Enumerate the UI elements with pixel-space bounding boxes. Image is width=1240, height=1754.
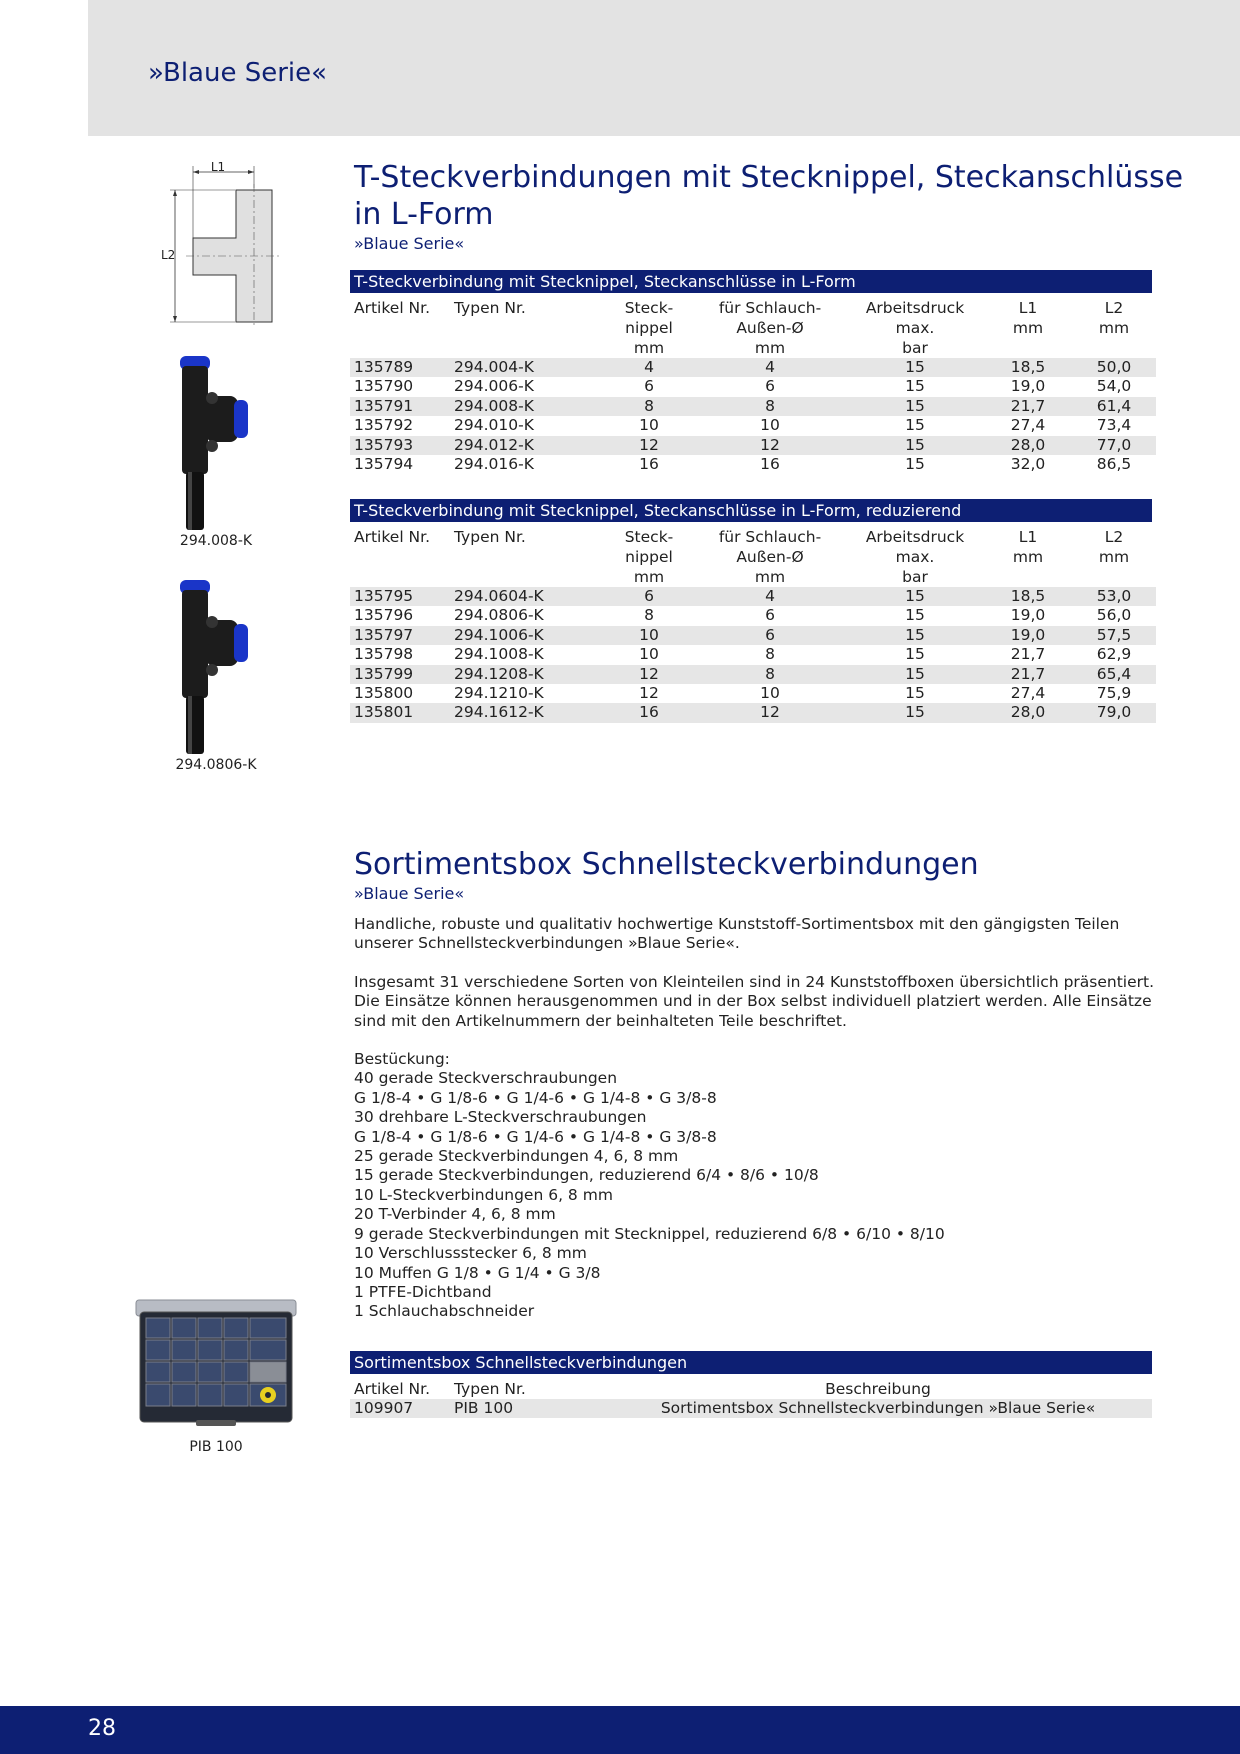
bestueckung-item: 9 gerade Steckverbindungen mit Stecknippel, reduzierend 6/8 • 6/10 • 8/10 <box>354 1224 945 1243</box>
table-cell: 294.008-K <box>454 397 604 416</box>
table-cell: 32,0 <box>984 455 1072 474</box>
table-row <box>350 1399 1152 1418</box>
bestueckung-item: G 1/8-4 • G 1/8-6 • G 1/4-6 • G 1/4-8 • G 3/8-8 <box>354 1088 717 1107</box>
bestueckung-item: 1 PTFE-Dichtband <box>354 1282 492 1301</box>
table-cell: 18,5 <box>984 358 1072 377</box>
caption-product2: 294.0806-K <box>175 757 257 773</box>
table-cell: 61,4 <box>1072 397 1156 416</box>
table-row <box>350 358 1156 377</box>
bestueckung-item: 40 gerade Steckverschraubungen <box>354 1069 618 1088</box>
table-cell: 8 <box>694 645 846 664</box>
table-cell: 4 <box>694 587 846 606</box>
col-artikel: Artikel Nr. <box>354 299 431 317</box>
table1-body <box>350 358 1156 474</box>
table1-title: T-Steckverbindung mit Stecknippel, Steckanschlüsse in L-Form <box>350 270 1152 293</box>
table1 <box>350 270 1152 474</box>
table-cell: 294.012-K <box>454 436 604 455</box>
table-cell: 18,5 <box>984 587 1072 606</box>
table-row <box>350 606 1156 625</box>
table-cell: 135801 <box>350 703 454 722</box>
col-druck: Arbeitsdruck max. bar <box>865 528 965 586</box>
table-row <box>350 626 1156 645</box>
table-cell: 86,5 <box>1072 455 1156 474</box>
table-cell: 50,0 <box>1072 358 1156 377</box>
table-cell: 73,4 <box>1072 416 1156 435</box>
table-cell: 10 <box>604 626 694 645</box>
col-l2: L2 mm <box>1098 299 1130 337</box>
bestueckung-item: 1 Schlauchabschneider <box>354 1302 535 1321</box>
table-cell: 135797 <box>350 626 454 645</box>
bestueckung-item: 10 Muffen G 1/8 • G 1/4 • G 3/8 <box>354 1263 601 1282</box>
col-typen: Typen Nr. <box>454 528 526 546</box>
section1-title <box>354 159 1183 233</box>
table-cell: 12 <box>694 436 846 455</box>
col-steck: Steck- nippel mm <box>624 528 674 586</box>
table-cell: PIB 100 <box>454 1399 604 1418</box>
table-row <box>350 397 1156 416</box>
table-row <box>350 665 1156 684</box>
col-typen: Typen Nr. <box>454 1380 526 1398</box>
table-row <box>350 416 1156 435</box>
table-cell: 135793 <box>350 436 454 455</box>
table-cell: 12 <box>604 665 694 684</box>
table-row <box>350 645 1156 664</box>
bestueckung-item: 30 drehbare L-Steckverschraubungen <box>354 1108 647 1127</box>
table-cell: 16 <box>694 455 846 474</box>
table-cell: 12 <box>694 703 846 722</box>
table-cell: 15 <box>846 436 984 455</box>
table-cell: 294.004-K <box>454 358 604 377</box>
caption-product1: 294.008-K <box>179 533 253 549</box>
table-cell: 21,7 <box>984 645 1072 664</box>
table-cell: 19,0 <box>984 606 1072 625</box>
bestueckung-item: 15 gerade Steckverbindungen, reduzierend 6/4 • 8/6 • 10/8 <box>354 1166 819 1185</box>
section2-subtitle: »Blaue Serie« <box>354 884 465 903</box>
table-row <box>350 703 1156 722</box>
table-cell: 8 <box>694 397 846 416</box>
table-cell: 294.1006-K <box>454 626 604 645</box>
table-cell: 294.1008-K <box>454 645 604 664</box>
col-druck: Arbeitsdruck max. bar <box>865 299 965 357</box>
col-typen: Typen Nr. <box>454 299 526 317</box>
footer-band <box>0 1706 1240 1754</box>
table3 <box>350 1351 1152 1418</box>
table-cell: 6 <box>694 626 846 645</box>
table-cell: 19,0 <box>984 377 1072 396</box>
table-cell: 15 <box>846 645 984 664</box>
table-cell: 135792 <box>350 416 454 435</box>
table-cell: 77,0 <box>1072 436 1156 455</box>
col-artikel: Artikel Nr. <box>354 1380 431 1398</box>
table-cell: 135800 <box>350 684 454 703</box>
table-cell: 135795 <box>350 587 454 606</box>
table-cell: 294.0806-K <box>454 606 604 625</box>
table-cell: 10 <box>604 645 694 664</box>
table-cell: 12 <box>604 684 694 703</box>
col-schlauch: für Schlauch- Außen-Ø mm <box>718 299 822 357</box>
table-cell: 15 <box>846 358 984 377</box>
table-cell: 6 <box>694 606 846 625</box>
table-cell: 294.006-K <box>454 377 604 396</box>
table-cell: 8 <box>604 397 694 416</box>
table-cell: 54,0 <box>1072 377 1156 396</box>
section1-title-line2: in L-Form <box>354 197 494 232</box>
table-cell: 294.010-K <box>454 416 604 435</box>
table3-body <box>350 1399 1152 1418</box>
section1-subtitle: »Blaue Serie« <box>354 234 465 253</box>
table-cell: 10 <box>604 416 694 435</box>
table-cell: 65,4 <box>1072 665 1156 684</box>
bestueckung-item: 20 T-Verbinder 4, 6, 8 mm <box>354 1205 556 1224</box>
table-cell: 135791 <box>350 397 454 416</box>
product-image-294-0806-k <box>168 576 268 758</box>
table3-title: Sortimentsbox Schnellsteckverbindungen <box>350 1351 1152 1374</box>
table-cell: 19,0 <box>984 626 1072 645</box>
col-l2: L2 mm <box>1098 528 1130 566</box>
table3-header <box>350 1374 1152 1399</box>
table-cell: 21,7 <box>984 397 1072 416</box>
l2-label: L2 <box>161 248 176 262</box>
table-cell: 135790 <box>350 377 454 396</box>
table-cell: 6 <box>694 377 846 396</box>
table2 <box>350 499 1152 723</box>
table-cell: 109907 <box>350 1399 454 1418</box>
dimension-drawing <box>150 158 290 328</box>
table-cell: 16 <box>604 703 694 722</box>
table-cell: 294.0604-K <box>454 587 604 606</box>
table-cell: 15 <box>846 587 984 606</box>
table-cell: 10 <box>694 416 846 435</box>
col-l1: L1 mm <box>1012 299 1044 337</box>
col-l1: L1 mm <box>1012 528 1044 566</box>
section2-title: Sortimentsbox Schnellsteckverbindungen <box>354 847 979 882</box>
table-cell: 8 <box>694 665 846 684</box>
table-cell: 8 <box>604 606 694 625</box>
bestueckung-label: Bestückung: <box>354 1050 450 1069</box>
table-cell: 15 <box>846 703 984 722</box>
table-cell: 21,7 <box>984 665 1072 684</box>
table-cell: 15 <box>846 665 984 684</box>
table-cell: 4 <box>694 358 846 377</box>
table-cell: 57,5 <box>1072 626 1156 645</box>
description-para2: Insgesamt 31 verschiedene Sorten von Kleinteilen sind in 24 Kunststoffboxen übersichtlich präsentiert. Die Einsätze können herausgenommen und in der Box selbst individuell platziert werden. Alle Einsätze sind mit den Artikelnummern der beinhalteten Teile beschriftet. <box>354 972 1155 1030</box>
table-cell: 135794 <box>350 455 454 474</box>
col-schlauch: für Schlauch- Außen-Ø mm <box>718 528 822 586</box>
section1-title-line1: T-Steckverbindungen mit Stecknippel, Steckanschlüsse <box>354 160 1184 195</box>
bestueckung-item: 25 gerade Steckverbindungen 4, 6, 8 mm <box>354 1147 679 1166</box>
col-artikel: Artikel Nr. <box>354 528 431 546</box>
table-row <box>350 455 1156 474</box>
table-row <box>350 587 1156 606</box>
table-cell: 15 <box>846 684 984 703</box>
table-cell: 27,4 <box>984 684 1072 703</box>
section2-description <box>354 915 1154 1322</box>
table1-header <box>350 293 1156 358</box>
table-cell: 62,9 <box>1072 645 1156 664</box>
table2-title: T-Steckverbindung mit Stecknippel, Steckanschlüsse in L-Form, reduzierend <box>350 499 1152 522</box>
table-cell: 27,4 <box>984 416 1072 435</box>
table-cell: 15 <box>846 416 984 435</box>
bestueckung-item: 10 Verschlussstecker 6, 8 mm <box>354 1244 587 1263</box>
table-cell: 15 <box>846 606 984 625</box>
table-cell: 10 <box>694 684 846 703</box>
table-cell: 12 <box>604 436 694 455</box>
table-cell: 294.1210-K <box>454 684 604 703</box>
table-cell: 15 <box>846 377 984 396</box>
table-cell: 75,9 <box>1072 684 1156 703</box>
page-number: 28 <box>88 1716 116 1741</box>
table-cell: 15 <box>846 397 984 416</box>
l1-label: L1 <box>210 160 226 174</box>
table2-body <box>350 587 1156 723</box>
table-cell: 15 <box>846 626 984 645</box>
table-cell: 16 <box>604 455 694 474</box>
series-title: »Blaue Serie« <box>148 58 328 88</box>
table-cell: 294.016-K <box>454 455 604 474</box>
col-beschreibung: Beschreibung <box>825 1380 931 1398</box>
table-cell: 135799 <box>350 665 454 684</box>
table-cell: Sortimentsbox Schnellsteckverbindungen »Blaue Serie« <box>604 1399 1152 1418</box>
table-cell: 4 <box>604 358 694 377</box>
table-row <box>350 684 1156 703</box>
table-cell: 53,0 <box>1072 587 1156 606</box>
table-cell: 135798 <box>350 645 454 664</box>
table-cell: 6 <box>604 587 694 606</box>
table-cell: 79,0 <box>1072 703 1156 722</box>
bestueckung-item: 10 L-Steckverbindungen 6, 8 mm <box>354 1185 613 1204</box>
caption-pib100: PIB 100 <box>189 1439 243 1455</box>
table-cell: 135789 <box>350 358 454 377</box>
table-row <box>350 436 1156 455</box>
table-cell: 28,0 <box>984 703 1072 722</box>
product-image-294-008-k <box>168 352 268 534</box>
table-row <box>350 377 1156 396</box>
table-cell: 15 <box>846 455 984 474</box>
description-para1: Handliche, robuste und qualitativ hochwertige Kunststoff-Sortimentsbox mit den gängigsten Teilen unserer Schnellsteckverbindungen »Blaue Serie«. <box>354 915 1120 953</box>
table-cell: 294.1208-K <box>454 665 604 684</box>
header-band <box>88 0 1240 136</box>
table-cell: 294.1612-K <box>454 703 604 722</box>
bestueckung-item: G 1/8-4 • G 1/8-6 • G 1/4-6 • G 1/4-8 • G 3/8-8 <box>354 1127 717 1146</box>
table-cell: 135796 <box>350 606 454 625</box>
table-cell: 56,0 <box>1072 606 1156 625</box>
table-cell: 28,0 <box>984 436 1072 455</box>
bestueckung-list <box>354 1050 1154 1322</box>
table-cell: 6 <box>604 377 694 396</box>
table2-header <box>350 522 1156 587</box>
sortimentsbox-image <box>134 1298 298 1430</box>
col-steck: Steck- nippel mm <box>624 299 674 357</box>
